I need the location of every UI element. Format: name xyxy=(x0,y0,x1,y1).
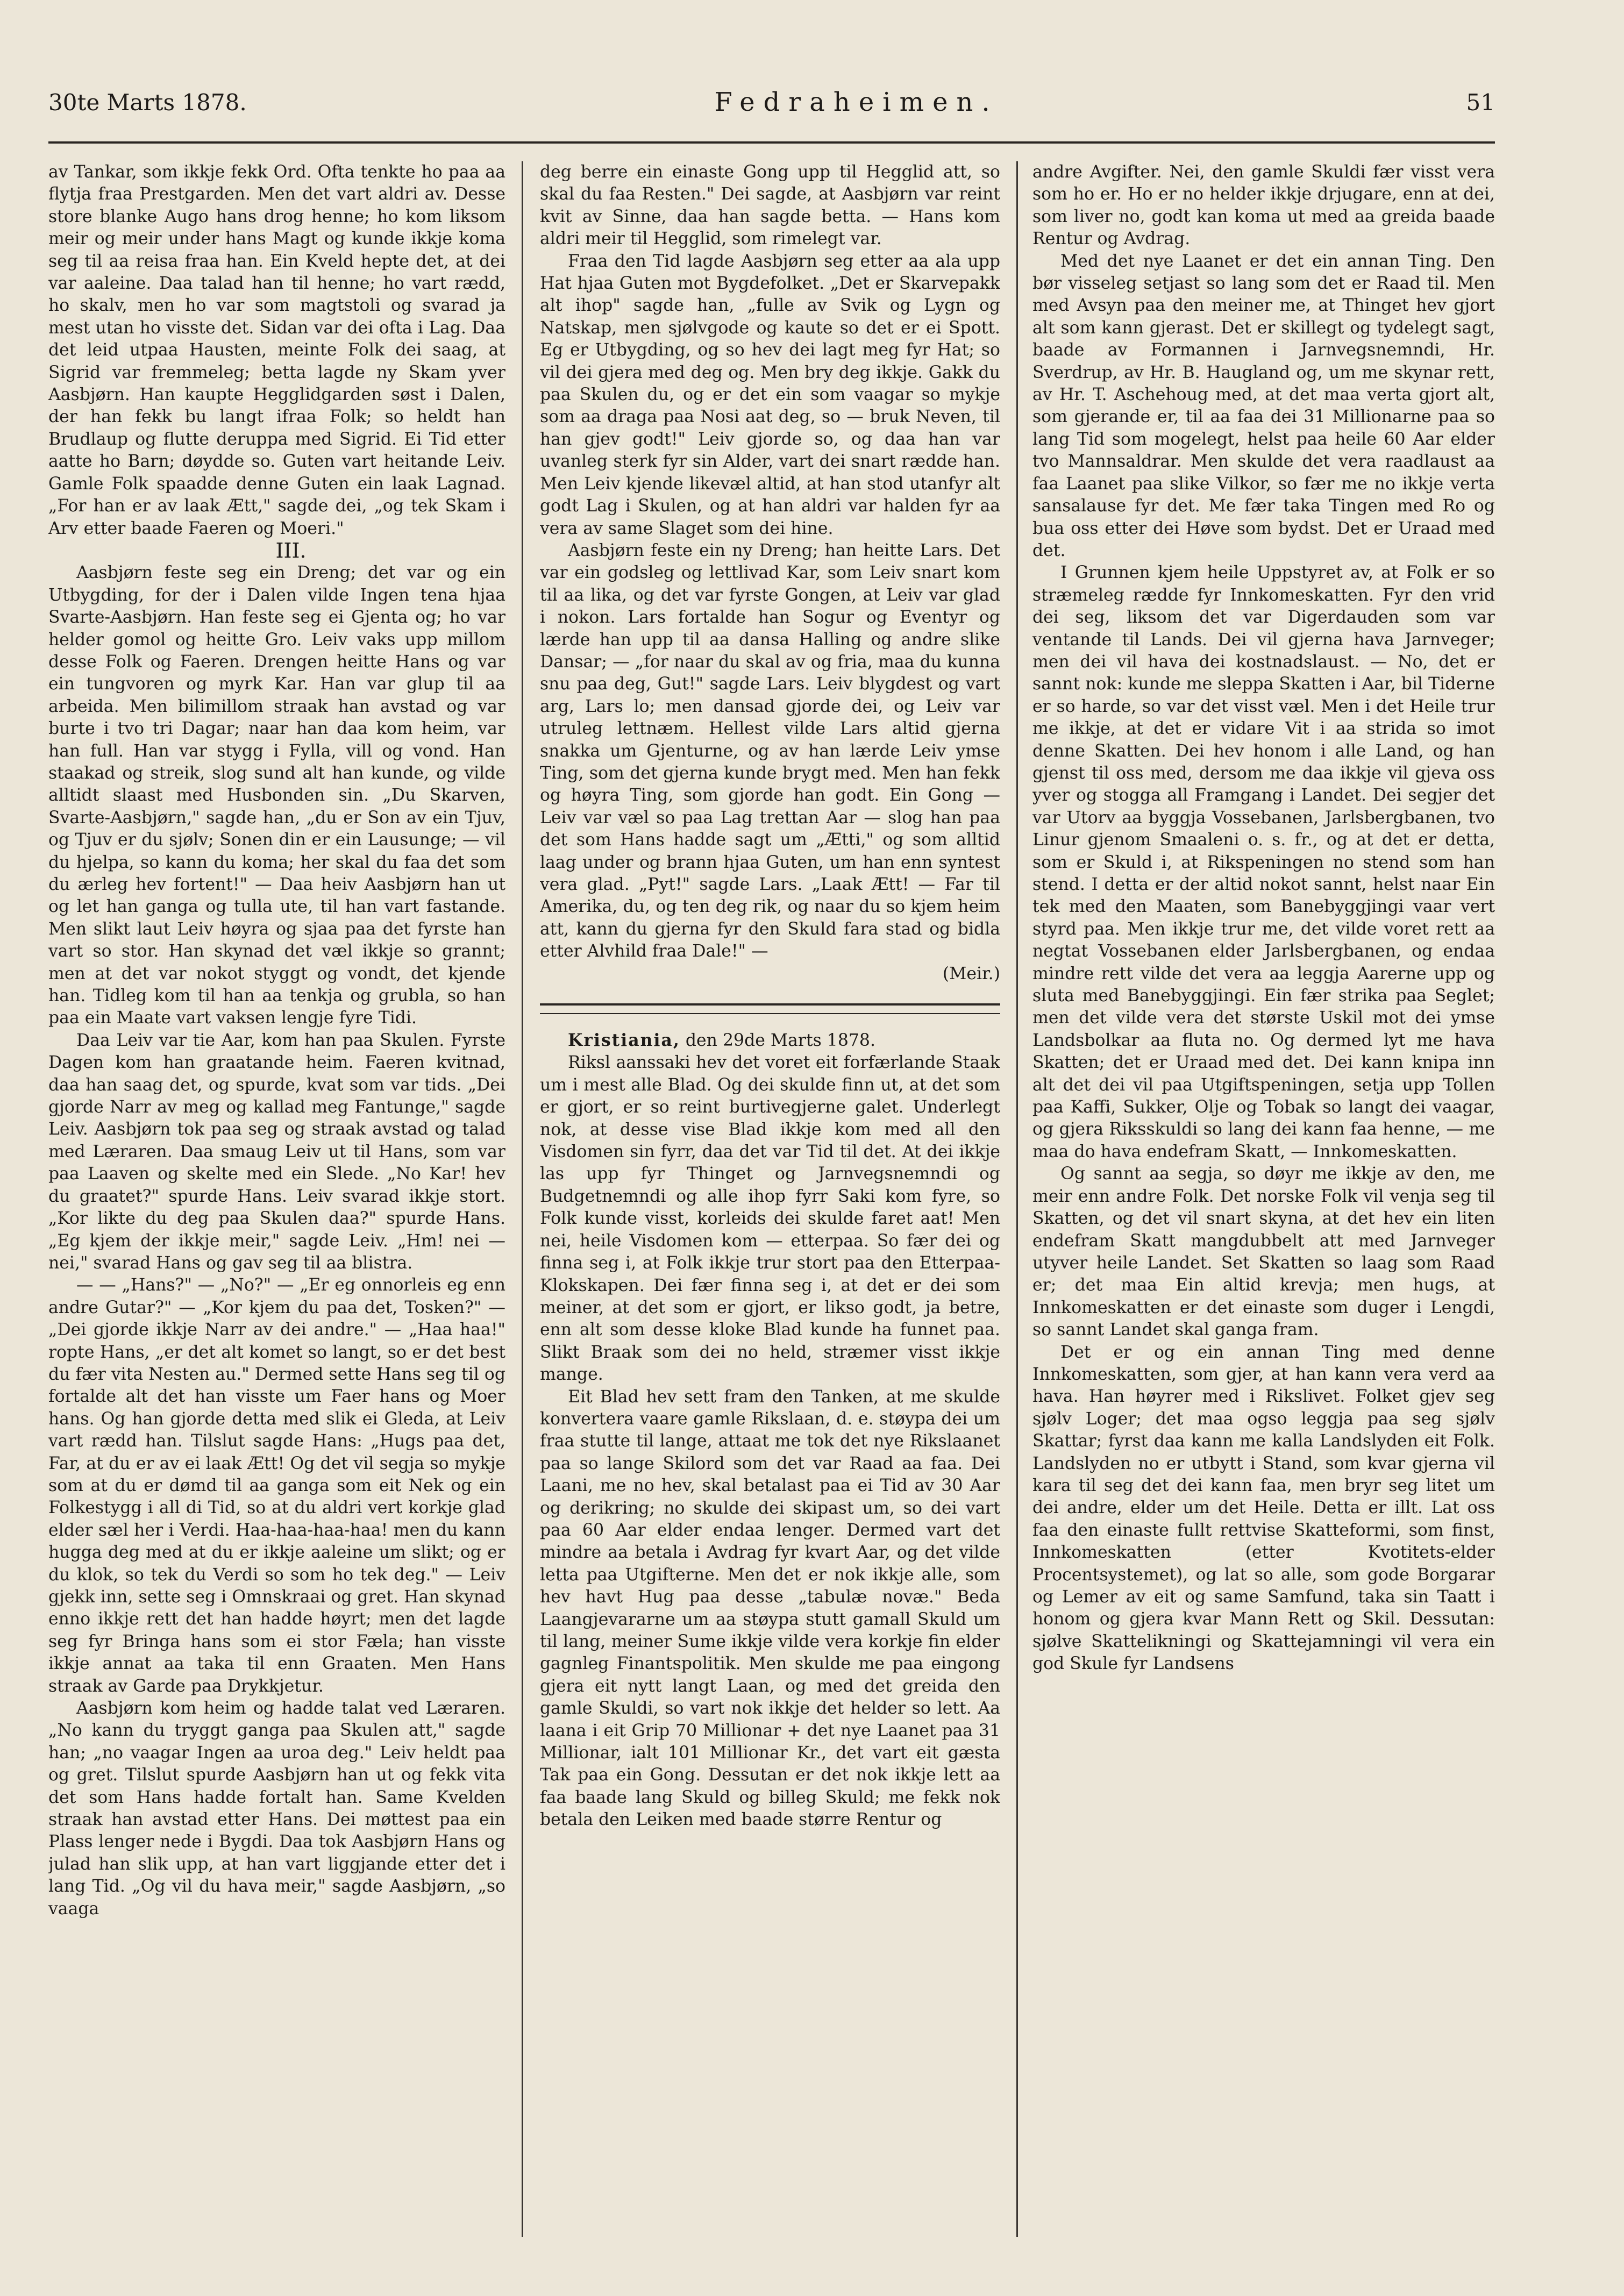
masthead xyxy=(48,81,1495,124)
newspaper-title: Fedraheimen. xyxy=(714,87,999,117)
paragraph: Daa Leiv var tie Aar, kom han paa Skulen. Fyrste Dagen kom han graatande heim. Faeren kvitnad, daa han saag det, og spurde, kvat som var tids. „Dei gjorde Narr av meg og kallad meg Fantunge," sagde Leiv. Aasbjørn tok paa seg og straak avstad og talad med Læraren. Daa smaug Leiv ut til Hans, som var paa Laaven og skelte med ein Slede. „No Kar! hev du graatet?" spurde Hans. Leiv svarad ikkje stort. „Kor likte du deg paa Skulen daa?" spurde Hans. „Eg kjem der ikkje meir," sagde Leiv. „Hm! nei — nei," svarad Hans og gav seg til aa blistra. xyxy=(48,1030,505,1273)
column-divider xyxy=(522,161,523,2237)
dateline xyxy=(540,1029,1000,1052)
paragraph: Aasbjørn kom heim og hadde talat ved Læraren. „No kann du tryggt ganga paa Skulen att," sagde han; „no vaagar Ingen aa uroa deg." Leiv heldt paa og gret. Tilslut spurde Aasbjørn han ut og fekk vita det som Hans hadde fortalt han. Same Kvelden straak han avstad etter Hans. Dei møttest paa ein Plass lenger nede i Bygdi. Daa tok Aasbjørn Hans og julad han slik upp, at han vart liggjande etter det i lang Tid. „Og vil du hava meir," sagde Aasbjørn, „so vaaga xyxy=(48,1699,505,1919)
continued-note: (Meir.) xyxy=(942,964,1000,983)
paragraph: — — „Hans?" — „No?" — „Er eg onnorleis eg enn andre Gutar?" — „Kor kjem du paa det, Tosken?" — „Dei gjorde ikkje Narr av dei andre." — „Haa haa!" ropte Hans, „er det alt komet so langt, so er det best du fær vita Nesten au." Dermed sette Hans seg til og fortalde alt det han visste um Faer hans og Moer hans. Og han gjorde detta med slik ei Gleda, at Leiv vart rædd han. Tilslut sagde Hans: „Hugs paa det, Far, at du er av ei laak Ætt! Og det vil segja so mykje som at du er dømd til aa ganga som eit Nek og ein Folkestygg i all di Tid, so at du aldri vert korkje glad elder sæl her i Verdi. Haa-haa-haa-haa! men du kann hugga deg med at du er ikkje aaleine um slikt; og er du klok, so tek du Verdi so som ho tek deg." — Leiv gjekk inn, sette seg i Omnskraai og gret. Han skynad enno ikkje rett det han hadde høyrt; men det lagde seg fyr Bringa hans som ei stor Fæla; han visste ikkje annat aa taka til enn Graaten. Men Hans straak av Garde paa Drykkjetur. xyxy=(48,1275,505,1696)
issue-date: 30te Marts 1878. xyxy=(48,89,247,116)
dateline-date: den 29de Marts 1878. xyxy=(685,1031,875,1051)
paragraph: I Grunnen kjem heile Uppstyret av, at Folk er so stræmeleg rædde fyr Innkomeskatten. Fyr den vrid dei seg, liksom det var Digerdauden som var ventande til Lands. Dei vil gjerna hava Jarnveger; men dei vil hava dei kostnadslaust. — No, det er sannt nok: kunde me sleppa Skatten i Aar, bil Tiderne er so harde, so var det visst væl. Men i det Heile trur me ikkje, at det er vidare Vit i aa strida so imot denne Skatten. Dei hev honom i alle Land, og han gjenst til oss med, dersom me daa ikkje vil gjeva oss yver og stogga all Framgang i Landet. Dei segjer det var Utorv aa byggja Vossebanen, Jarlsbergbanen, tvo Linur gjenom Smaaleni o. s. fr., og at det er detta, som er Skuld i, at Rikspeningen no stend som han stend. I detta er der altid nokot sannt, helst naar Ein tek med den Maaten, som Banebyggjingi vaar vert styrd paa. Men ikkje trur me, det vilde voret rett aa negtat Vossebanen elder Jarlsbergbanen, og endaa mindre rett vilde det vera aa leggja Aarerne upp og sluta med Banebyggjingi. Ein fær strika paa Seglet; men det vilde vera det største Uskil mot dei ymse Landsbolkar aa fluta no. Og dermed lyt me hava Skatten; det er Uraad med det. Dei kann knipa inn alt det dei vil paa Utgiftspeningen, setja upp Tollen paa Kaffi, Sukker, Olje og Tobak so langt dei vaagar, og gjera Riksskuldi so lang dei kann faa henne, — me maa do hava endefram Skatt, — Innkomeskatten. xyxy=(1032,563,1495,1161)
column-divider xyxy=(1016,161,1018,2237)
header-rule xyxy=(48,141,1495,144)
section-heading: III. xyxy=(275,538,307,562)
paragraph: Med det nye Laanet er det ein annan Ting. Den bør visseleg setjast so lang som det er Raad til. Men med Avsyn paa den meiner me, at Thinget hev gjort alt som kann gjerast. Det er skillegt og tydelegt sagt, baade av Formannen i Jarnvegsnemndi, Hr. Sverdrup, av Hr. B. Haugland og, um me skynar rett, av Hr. T. Aschehoug med, at det maa verta gjort alt, som gjerande er, til aa faa dei 31 Millionarne paa so lang Tid som mogelegt, helst paa heile 60 Aar elder tvo Mannsaldrar. Men skulde det vera raadlaust aa faa Laanet paa slike Vilkor, so fær me no ikkje verta sansalause fyr det. Me fær taka Tingen med Ro og bua oss etter dei Høve som bydst. Det er Uraad med det. xyxy=(1032,251,1495,560)
column-2 xyxy=(540,161,1000,2226)
paragraph: Riksl aanssaki hev det voret eit forfærlande Staak um i mest alle Blad. Og dei skulde finn ut, at det som er gjort, er so reint burtivegjerne galet. Underlegt nok, at desse vise Blad ikkje kom med all den Visdomen sin fyrr, daa det var Tid til det. At dei ikkje las upp fyr Thinget og Jarnvegsnemndi og Budgetnemndi og alle ihop fyrr Saki kom fyre, so Folk kunde visst, korleids dei skulde faret aat! Men nei, heile Visdomen kom — etterpaa. So fær dei og finna seg i, at Folk ikkje trur stort paa den Etterpaa-Klokskapen. Dei fær finna seg i, at det er dei som meiner, at det som er gjort, er likso godt, ja betre, enn alt som desse kloke Blad kunde ha funnet paa. Slikt Braak som dei no held, stræmer visst ikkje mange. xyxy=(540,1053,1000,1385)
paragraph: deg berre ein einaste Gong upp til Hegglid att, so skal du faa Resten." Dei sagde, at Aasbjørn var reint kvit av Sinne, daa han sagde betta. — Hans kom aldri meir til Hegglid, som rimelegt var. xyxy=(540,162,1000,249)
paragraph: Og sannt aa segja, so døyr me ikkje av den, me meir enn andre Folk. Det norske Folk vil venja seg til Skatten, og det vil snart skyna, at det hev ein liten endefram Skatt mangdubbelt att med Jarnveger utyver heile Landet. Set Skatten so laag som Raad er; det maa Ein altid krevja; men hugs, at Innkomeskatten er det einaste som duger i Lengdi, so sannt Landet skal ganga fram. xyxy=(1032,1164,1495,1340)
paragraph: Aasbjørn feste ein ny Dreng; han heitte Lars. Det var ein godsleg og lettlivad Kar, som Leiv snart kom til aa lika, og det var fyrste Gongen, at Leiv var glad i nokon. Lars fortalde han Sogur og Eventyr og lærde han upp til aa dansa Halling og andre slike Dansar; — „for naar du skal av og fria, maa du kunna snu paa deg, Gut!" sagde Lars. Leiv blygdest og vart arg, Lars lo; men dansad gjorde dei, og Leiv var utruleg lettnæm. Hellest vilde Lars altid gjerna snakka um Gjenturne, og av han lærde Leiv ymse Ting, som det gjerna kunde brygt med. Men han fekk og høyra Ting, som gjorde han godt. Ein Gong — Leiv var væl so paa Lag trettan Aar — slog han paa det som Hans hadde sagt um „Ætti," og som alltid laag under og brann hjaa Guten, um han enn syntest vera glad. „Pyt!" sagde Lars. „Laak Ætt! — Far til Amerika, du, og ten deg rik, og naar du so kjem heim att, kann du gjerna fyr den Skuld fara stad og bidla etter Alvhild fraa Dale!" — xyxy=(540,540,1000,961)
article-separator xyxy=(540,1003,1000,1014)
paragraph: Aasbjørn feste seg ein Dreng; det var og ein Utbygding, for der i Dalen vilde Ingen tena hjaa Svarte-Aasbjørn. Han feste seg ei Gjenta og; ho var helder gomol og heitte Gro. Leiv vaks upp millom desse Folk og Faeren. Drengen heitte Hans og var ein tungvoren og myrk Kar. Han var glup til aa arbeida. Men bilimillom straak han avstad og var burte i tvo tri Dagar; naar han daa kom heim, var han full. Han var stygg i Fylla, vill og vond. Han staakad og streik, slog sund alt han kunde, og vilde alltidt slaast med Husbonden sin. „Du Skarven, Svarte-Aasbjørn," sagde han, „du er Son av ein Tjuv, og Tjuv er du sjølv; Sonen din er ein Lausunge; — vil du hjelpa, so kann du koma; her skal du faa det som du ærleg hev fortent!" — Daa heiv Aasbjørn han ut og let han ganga og tulla ute, til han vart fastande. Men slikt laut Leiv høyra og sjaa paa det fyrste han vart so stor. Han skynad det væl ikkje so grannt; men at det var nokot styggt og vondt, det kjende han. Tidleg kom til han aa tenkja og grubla, so han paa ein Maate vart vaksen lengje fyre Tidi. xyxy=(48,563,505,1028)
paragraph: Fraa den Tid lagde Aasbjørn seg etter aa ala upp Hat hjaa Guten mot Bygdefolket. „Det er Skarvepakk alt ihop" sagde han, „fulle av Svik og Lygn og Natskap, men sjølvgode og kaute so det er ei Spott. Eg er Utbygding, og so hev dei lagt meg fyr Hat; so vil dei gjera med deg og. Men bry deg ikkje. Gakk du paa Skulen du, og er det ein som vaagar so mykje som aa draga paa Nosi aat deg, so — bruk Neven, til han gjev godt!" Leiv gjorde so, og daa han var uvanleg sterk fyr sin Alder, vart dei snart rædde han. Men Leiv kjende likevæl altid, at han stod utanfyr alt godt Lag i Skulen, og at han aldri var halden fyr aa vera av same Slaget som dei hine. xyxy=(540,251,1000,538)
paragraph: av Tankar, som ikkje fekk Ord. Ofta tenkte ho paa aa flytja fraa Prestgarden. Men det vart aldri av. Desse store blanke Augo hans drog henne; ho kom liksom meir og meir under hans Magt og kunde ikkje koma seg til aa reisa fraa han. Ein Kveld hepte det, at dei var aaleine. Daa talad han til henne; ho vart rædd, ho skalv, men ho var som magtstoli og svarad ja mest utan ho visste det. Sidan var dei ofta i Lag. Daa det leid utpaa Hausten, meinte Folk dei saag, at Sigrid var fremmeleg; betta lagde ny Skam yver Aasbjørn. Han kaupte Hegglidgarden søst i Dalen, der han fekk bu langt ifraa Folk; so heldt han Brudlaup og flutte deruppa med Sigrid. Ei Tid etter aatte ho Barn; døydde so. Guten vart heitande Leiv. Gamle Folk spaadde denne Guten ein laak Lagnad. „For han er av laak Ætt," sagde dei, „og tek Skam i Arv etter baade Faeren og Moeri." xyxy=(48,162,505,538)
column-1 xyxy=(48,161,505,2226)
column-3 xyxy=(1032,161,1495,2226)
dateline-city: Kristiania, xyxy=(568,1030,680,1051)
paragraph: Eit Blad hev sett fram den Tanken, at me skulde konvertera vaare gamle Rikslaan, d. e. støypa dei um fraa stutte til lange, attaat me tok det nye Rikslaanet paa so lange Skilord som det var Raad aa faa. Dei Laani, me no hev, skal betalast paa ei Tid av 30 Aar og derikring; no skulde dei skipast um, so dei vart paa 60 Aar elder endaa lenger. Dermed vart det mindre aa betala i Avdrag fyr kvart Aar, og det vilde letta paa Utgifterne. Men det er nok ikkje alle, som hev havt Hug paa desse „tabulæ novæ." Beda Laangjevararne um aa støypa stutt gamall Skuld um til lang, meiner Sume ikkje vilde vera korkje fin elder gagnleg Finantspolitik. Men skulde me paa eingong gjera eit nytt langt Laan, og med det greida den gamle Skuldi, so vart nok ikkje det helder so lett. Aa laana i eit Grip 70 Millionar + det nye Laanet paa 31 Millionar, ialt 101 Millionar Kr., det vart eit gæsta Tak paa ein Gong. Dessutan er det nok ikkje lett aa faa baade lang Skuld og billeg Skuld; me fekk nok betala den Leiken med baade større Rentur og xyxy=(540,1387,1000,1830)
paragraph: Det er og ein annan Ting med denne Innkomeskatten, som gjer, at han kann vera verd aa hava. Han høyrer med i Rikslivet. Folket gjev seg sjølv Loger; det maa ogso leggja paa seg sjølv Skattar; fyrst daa kann me kalla Landslyden eit Folk. Landslyden no er utbytt i Stand, som kvar gjerna vil kara til seg det dei kann faa, men bryr seg litet um dei andre, elder um det Heile. Detta er illt. Lat oss faa den einaste fullt rettvise Skatteformi, som finst, Innkomeskatten (etter Kvotitets-elder Procentsystemet), og lat so alle, som gode Borgarar og Lemer av eit og same Samfund, taka sin Taatt i honom og gjera kvar Mann Rett og Skil. Dessutan: sjølve Skattelikningi og Skattejamningi vil vera ein god Skule fyr Landsens xyxy=(1032,1342,1495,1674)
paragraph: andre Avgifter. Nei, den gamle Skuldi fær visst vera som ho er. Ho er no helder ikkje drjugare, enn at dei, som liver no, godt kan koma ut med aa greida baade Rentur og Avdrag. xyxy=(1032,162,1495,249)
page-number: 51 xyxy=(1466,89,1495,116)
